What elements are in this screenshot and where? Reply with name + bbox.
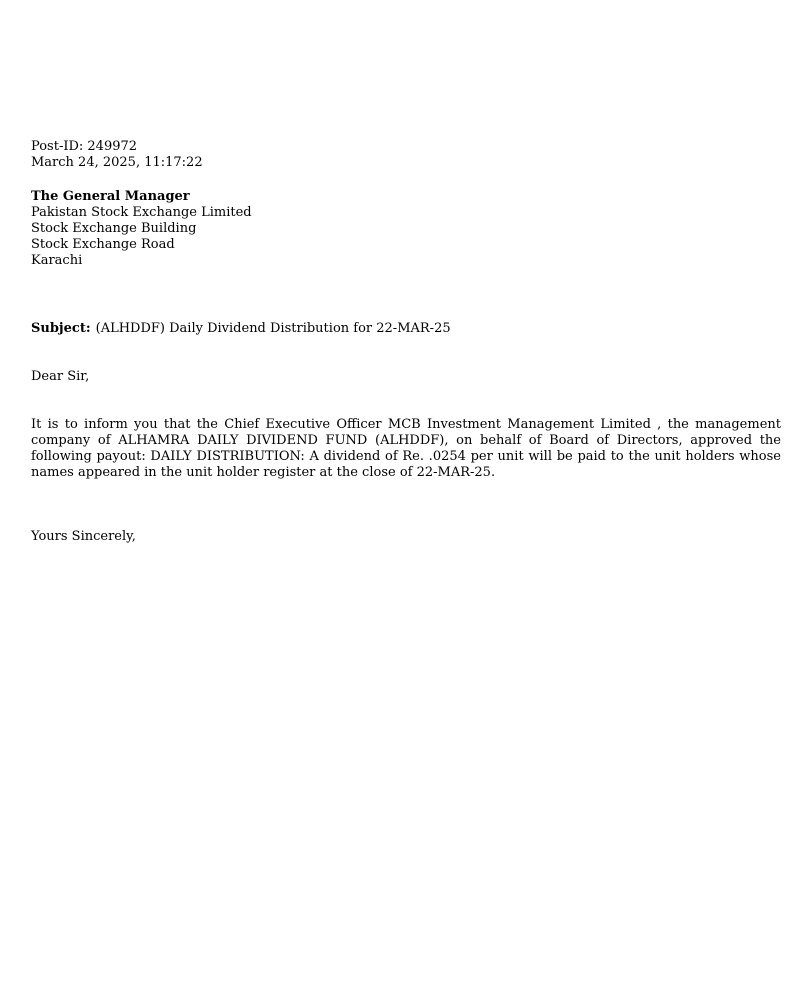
letter-body: It is to inform you that the Chief Executive Officer MCB Investment Management Limited , the management company of ALHAMRA DAILY DIVIDEND FUND (ALHDDF), on behalf of Board of Directors, approved the following payout: DAILY DISTRIBUTION: A dividend of Re. .0254 per unit will be paid to the unit holders whose names appeared in the unit holder register at the close of 22-MAR-25. bbox=[31, 417, 781, 480]
recipient-line: Stock Exchange Building bbox=[31, 221, 197, 236]
salutation: Dear Sir, bbox=[31, 369, 90, 384]
recipient-line: Karachi bbox=[31, 253, 83, 268]
recipient-address bbox=[31, 189, 781, 269]
letter-content bbox=[31, 139, 781, 545]
subject-text: (ALHDDF) Daily Dividend Distribution for 22-MAR-25 bbox=[95, 321, 451, 336]
recipient-line: Pakistan Stock Exchange Limited bbox=[31, 205, 252, 220]
letter-meta bbox=[31, 139, 781, 171]
letter-datetime: March 24, 2025, 11:17:22 bbox=[31, 155, 203, 170]
closing: Yours Sincerely, bbox=[31, 529, 136, 544]
recipient-line: Stock Exchange Road bbox=[31, 237, 175, 252]
post-id: Post-ID: 249972 bbox=[31, 139, 138, 154]
recipient-title: The General Manager bbox=[31, 189, 190, 204]
subject-line bbox=[31, 321, 781, 337]
subject-label: Subject: bbox=[31, 321, 91, 336]
